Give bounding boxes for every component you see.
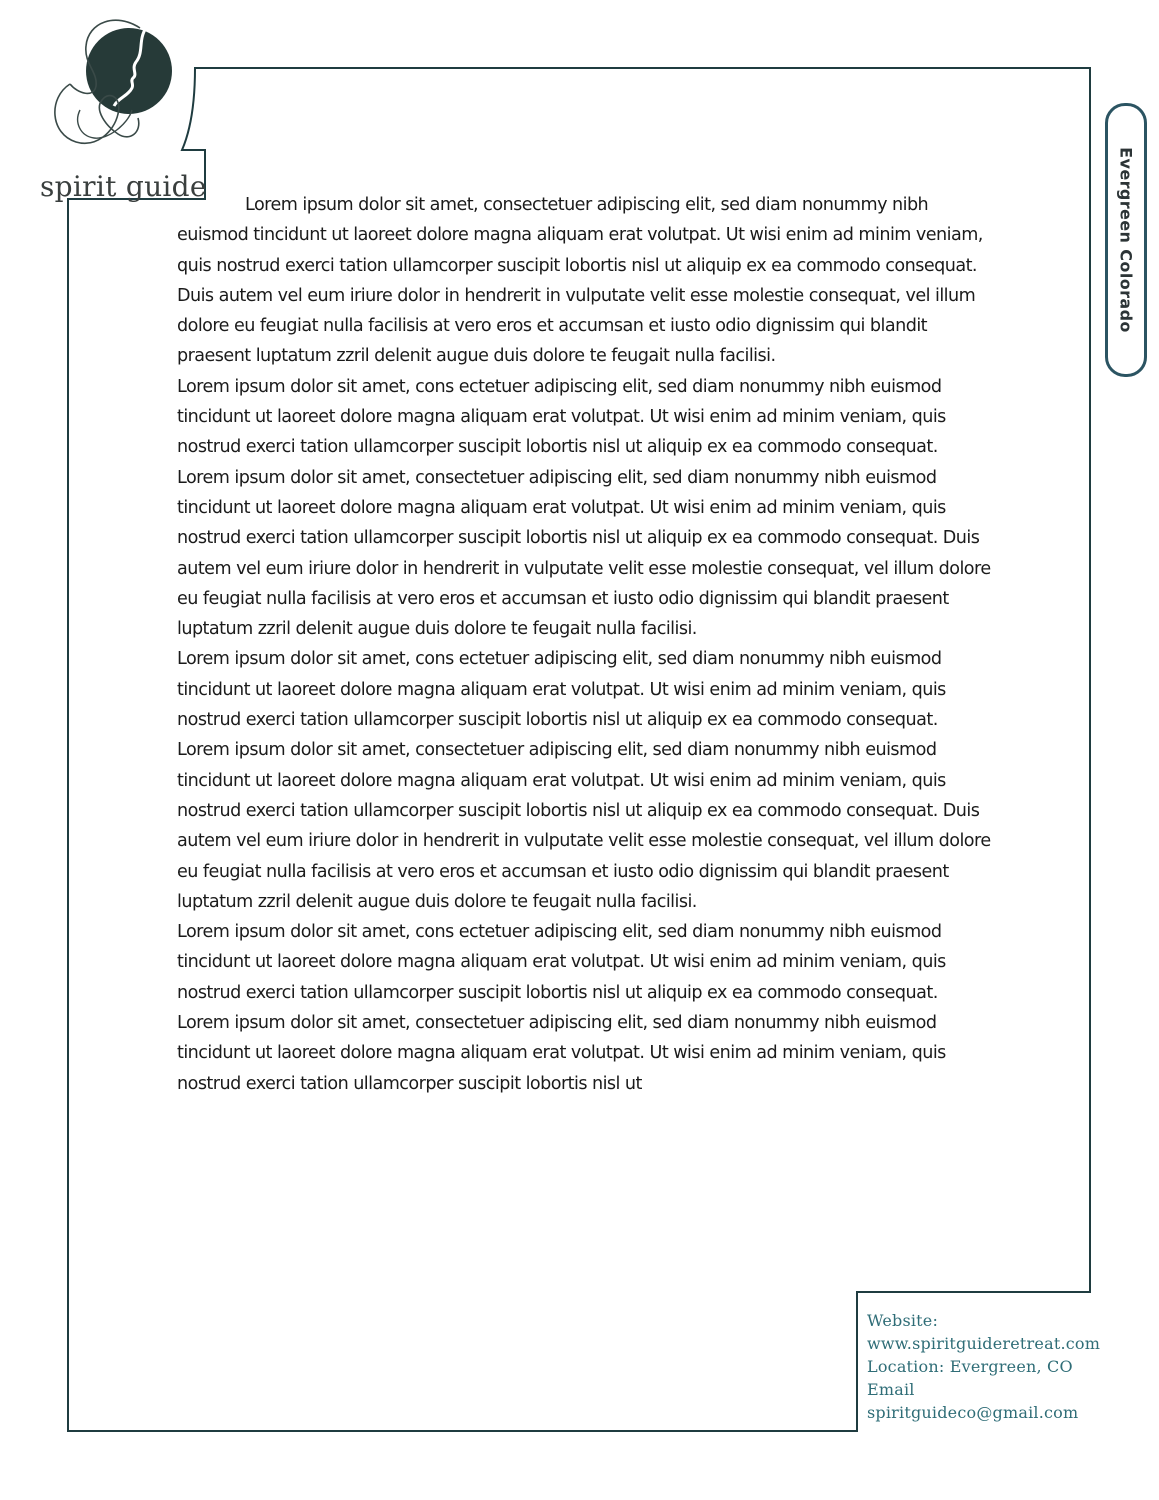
logo-wordmark: spirit guide [40,170,207,203]
website-label: Website: [867,1311,939,1330]
body-paragraph: Lorem ipsum dolor sit amet, consectetuer adipiscing elit, sed diam nonummy nibh euismod tincidunt ut laoreet dolore magna aliquam erat volutpat. Ut wisi enim ad minim veniam, quis nostrud exerci tation ullamcorper suscipit lobortis nisl ut aliquip ex ea commodo consequat. Duis autem vel eum iriure dolor in hendrerit in vulputate velit esse molestie consequat, vel illum dolore eu feugiat nulla facilisis at vero eros et accumsan et iusto odio dignissim qui blandit praesent luptatum zzril delenit augue duis dolore te feugait nulla facilisi. [177,740,991,912]
email-label: Email [867,1380,915,1399]
body-paragraph: Lorem ipsum dolor sit amet, consectetuer adipiscing elit, sed diam nonummy nibh euismod tincidunt ut laoreet dolore magna aliquam erat volutpat. Ut wisi enim ad minim veniam, quis nostrud exerci tation ullamcorper suscipit lobortis nisl ut aliquip ex ea commodo consequat. Duis autem vel eum iriure dolor in hendrerit in vulputate velit esse molestie consequat, vel illum dolore eu feugiat nulla facilisis at vero eros et accumsan et iusto odio dignissim qui blandit praesent luptatum zzril delenit augue duis dolore te feugait nulla facilisi. [177,195,983,367]
location-text: Location: Evergreen, CO [867,1357,1073,1376]
body-paragraph: Lorem ipsum dolor sit amet, consectetuer adipiscing elit, sed diam nonummy nibh euismod tincidunt ut laoreet dolore magna aliquam erat volutpat. Ut wisi enim ad minim veniam, quis nostrud exerci tation ullamcorper suscipit lobortis nisl ut aliquip ex ea commodo consequat. Duis autem vel eum iriure dolor in hendrerit in vulputate velit esse molestie consequat, vel illum dolore eu feugiat nulla facilisis at vero eros et accumsan et iusto odio dignissim qui blandit praesent luptatum zzril delenit augue duis dolore te feugait nulla facilisi. [177,467,991,640]
contact-block [867,1309,1152,1424]
body-paragraph: Lorem ipsum dolor sit amet, consectetuer adipiscing elit, sed diam nonummy nibh euismod tincidunt ut laoreet dolore magna aliquam erat volutpat. Ut wisi enim ad minim veniam, quis nostrud exerci tation ullamcorper suscipit lobortis nisl ut [177,1013,946,1094]
location-tag [1105,103,1147,377]
body-paragraph: Lorem ipsum dolor sit amet, cons ectetuer adipiscing elit, sed diam nonummy nibh euismod tincidunt ut laoreet dolore magna aliquam erat volutpat. Ut wisi enim ad minim veniam, quis nostrud exerci tation ullamcorper suscipit lobortis nisl ut aliquip ex ea commodo consequat. [177,649,946,731]
body-paragraph: Lorem ipsum dolor sit amet, cons ectetuer adipiscing elit, sed diam nonummy nibh euismod tincidunt ut laoreet dolore magna aliquam erat volutpat. Ut wisi enim ad minim veniam, quis nostrud exerci tation ullamcorper suscipit lobortis nisl ut aliquip ex ea commodo consequat. [177,922,946,1003]
location-tag-label: Evergreen Colorado [1116,147,1136,333]
email-link[interactable]: spiritguideco@gmail.com [867,1403,1079,1422]
body-paragraph: Lorem ipsum dolor sit amet, cons ectetuer adipiscing elit, sed diam nonummy nibh euismod tincidunt ut laoreet dolore magna aliquam erat volutpat. Ut wisi enim ad minim veniam, quis nostrud exerci tation ullamcorper suscipit lobortis nisl ut aliquip ex ea commodo consequat. [177,376,946,458]
website-link[interactable]: www.spiritguideretreat.com [867,1334,1101,1353]
logo [18,14,208,203]
letter-body [177,190,992,1099]
